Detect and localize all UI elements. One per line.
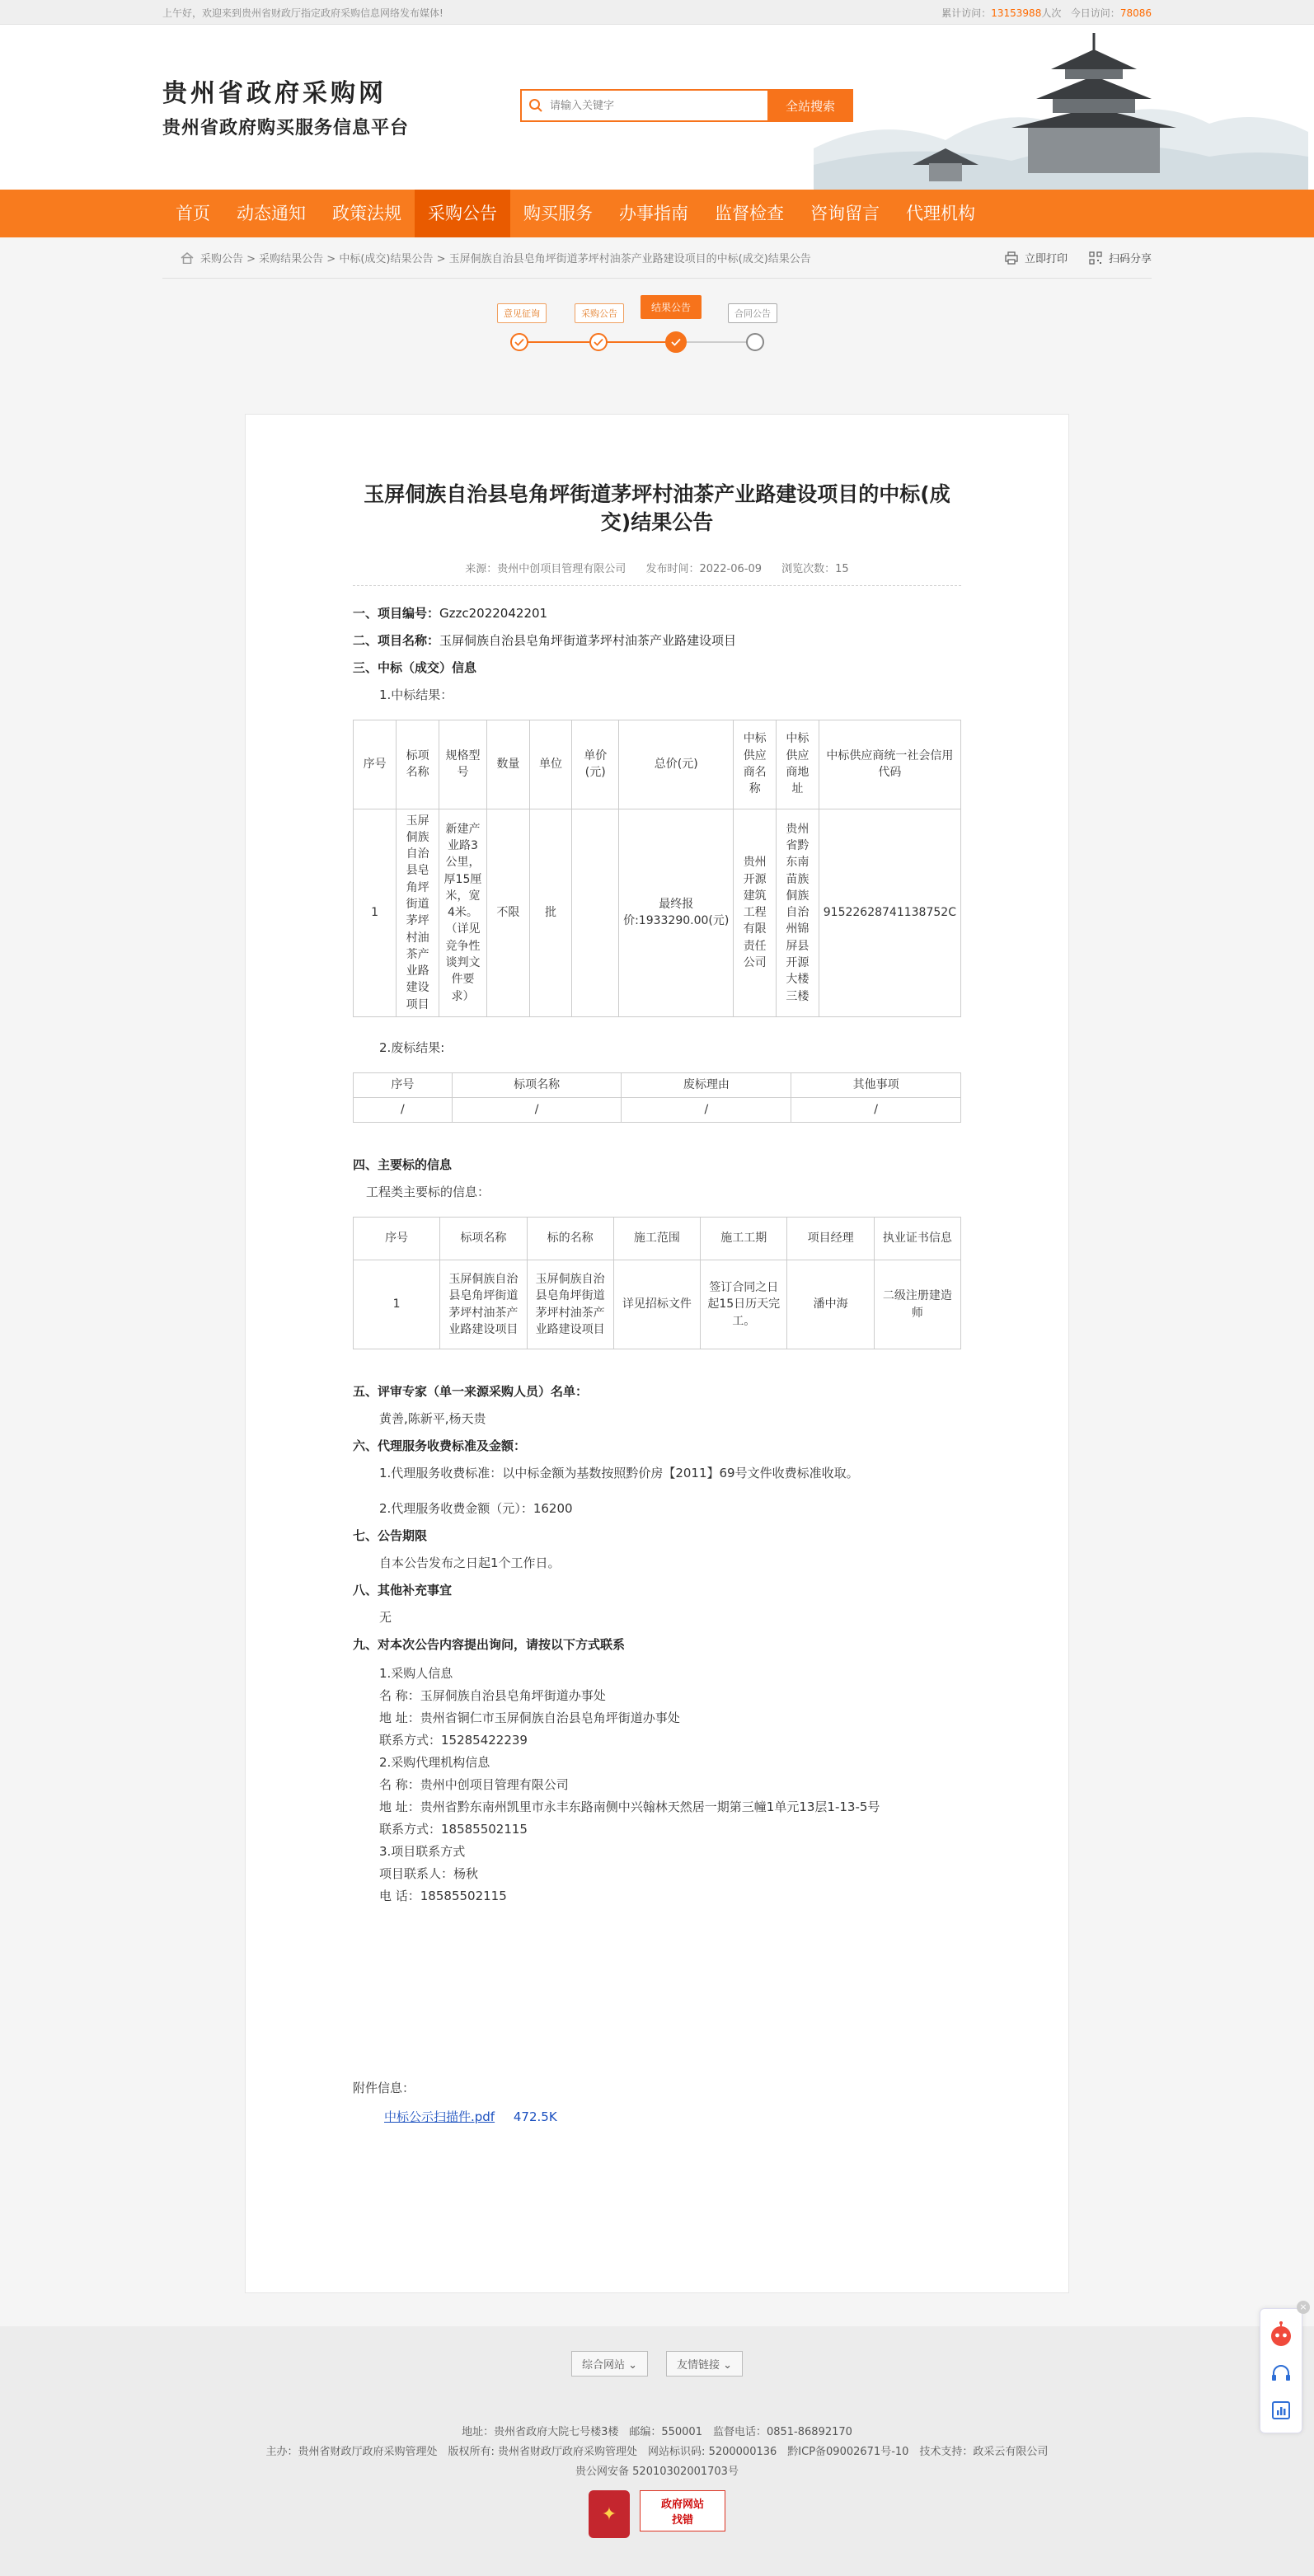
contact-line: 名 称：贵州中创项目管理有限公司 <box>379 1777 569 1793</box>
contact-info <box>379 1663 961 1907</box>
friend-links-select[interactable]: 友情链接 ⌄ <box>666 2351 743 2377</box>
customer-service-icon[interactable] <box>1269 2363 1293 2386</box>
nav-item[interactable]: 代理机构 <box>906 204 975 223</box>
table-header-cell: 中标供应商统一社会信用代码 <box>819 720 960 809</box>
section-project-name: 二、项目名称：玉屏侗族自治县皂角坪街道茅坪村油茶产业路建设项目 <box>353 632 737 648</box>
site-title: 贵州省政府采购网 <box>162 79 387 108</box>
total-visits: 13153988 <box>991 7 1042 19</box>
table-header-cell: 中标供应商地址 <box>777 720 819 809</box>
failed-bid-label: 2.废标结果: <box>379 1040 445 1056</box>
nav-item[interactable]: 咨询留言 <box>810 204 880 223</box>
contact-line: 联系方式：15285422239 <box>379 1733 528 1748</box>
table-cell: 1 <box>354 1260 440 1349</box>
search-bar <box>520 89 853 122</box>
main-subject-label: 工程类主要标的信息： <box>366 1185 490 1200</box>
table-cell: / <box>622 1098 791 1123</box>
party-gov-badge-icon[interactable]: ✦ <box>589 2490 630 2538</box>
report-chart-icon[interactable] <box>1270 2400 1292 2421</box>
contact-line: 项目联系人：杨秋 <box>379 1866 479 1882</box>
share-button[interactable]: 扫码分享 <box>1089 250 1152 265</box>
portal-select[interactable]: 综合网站 ⌄ <box>571 2351 648 2377</box>
float-service-widget <box>1260 2302 1307 2433</box>
table-row <box>354 809 961 1017</box>
table-cell: 批 <box>529 809 572 1017</box>
attachment-section <box>353 2079 961 2125</box>
article-source: 来源：贵州中创项目管理有限公司 <box>465 562 626 575</box>
table-header-cell: 标项名称 <box>440 1218 527 1260</box>
footer-address: 地址：贵州省政府大院七号楼3楼 邮编：550001 监督电话：0851-86892170 <box>462 2426 852 2438</box>
main-subject-table <box>353 1217 961 1349</box>
table-cell: 玉屏侗族自治县皂角坪街道茅坪村油茶产业路建设项目 <box>440 1260 527 1349</box>
search-button[interactable]: 全站搜索 <box>767 89 853 122</box>
chevron-down-icon: ⌄ <box>723 2359 733 2372</box>
section-experts: 五、评审专家（单一来源采购人员）名单： <box>353 1384 589 1400</box>
table-cell: 贵州开源建筑工程有限责任公司 <box>734 809 777 1017</box>
section-contacts: 九、对本次公告内容提出询问，请按以下方式联系 <box>353 1637 626 1653</box>
table-header-row <box>354 720 961 809</box>
award-result-table <box>353 720 961 1018</box>
qrcode-icon <box>1089 251 1102 265</box>
table-cell: 最终报价:1933290.00(元) <box>619 809 734 1017</box>
article-card <box>245 414 1069 2293</box>
gov-site-error-badge[interactable]: 政府网站 找错 <box>640 2490 725 2531</box>
nav-item[interactable]: 动态通知 <box>237 204 306 223</box>
search-icon <box>528 98 543 113</box>
table-header-cell: 执业证书信息 <box>874 1218 960 1260</box>
breadcrumb-bar <box>162 237 1152 279</box>
printer-icon <box>1005 251 1018 265</box>
table-cell: / <box>452 1098 622 1123</box>
award-result-label: 1.中标结果： <box>379 687 453 702</box>
section-notice-period: 七、公告期限 <box>353 1528 428 1544</box>
table-header-cell: 规格型号 <box>439 720 486 809</box>
table-cell: 签订合同之日起15日历天完工。 <box>701 1260 787 1349</box>
footer-copyright: 主办：贵州省财政厅政府采购管理处 版权所有: 贵州省财政厅政府采购管理处 网站标识码: 5200000136 黔ICP备09002671号-10 技术支持：政采云有限公司 <box>265 2446 1049 2458</box>
table-header-cell: 中标供应商名称 <box>734 720 777 809</box>
experts-list: 黄善,陈新平,杨天贵 <box>379 1411 486 1427</box>
table-header-cell: 序号 <box>354 1218 440 1260</box>
step-label-purchase[interactable]: 采购公告 <box>575 303 624 323</box>
agency-fee-standard: 1.代理服务收费标准：以中标金额为基数按照黔价房【2011】69号文件收费标准收取。 <box>379 1466 859 1481</box>
breadcrumb-text[interactable]: 采购公告 > 采购结果公告 > 中标(成交)结果公告 > 玉屏侗族自治县皂角坪街道茅坪村油茶产业路建设项目的中标(成交)结果公告 <box>200 253 811 265</box>
contact-line: 1.采购人信息 <box>379 1666 453 1682</box>
table-header-cell: 标项名称 <box>452 1073 622 1098</box>
home-icon[interactable] <box>181 252 194 264</box>
print-button[interactable]: 立即打印 <box>1005 250 1068 265</box>
nav-item[interactable]: 政策法规 <box>332 204 401 223</box>
step-pending-icon <box>746 333 764 351</box>
section-project-number: 一、项目编号：Gzzc2022042201 <box>353 605 548 621</box>
robot-assistant-icon[interactable] <box>1267 2320 1295 2348</box>
table-cell: 玉屏侗族自治县皂角坪街道茅坪村油茶产业路建设项目 <box>397 809 439 1017</box>
failed-bid-table <box>353 1072 961 1123</box>
notice-progress-steps <box>492 295 822 369</box>
table-cell: 新建产业路3公里，厚15厘米，宽4米。（详见竞争性谈判文件要求） <box>439 809 486 1017</box>
chevron-down-icon: ⌄ <box>628 2359 637 2372</box>
step-label-consult[interactable]: 意见征询 <box>497 303 547 323</box>
nav-item[interactable]: 办事指南 <box>619 204 688 223</box>
attachment-label: 附件信息： <box>353 2081 415 2096</box>
pavilion-illustration <box>814 25 1308 190</box>
contact-line: 名 称：玉屏侗族自治县皂角坪街道办事处 <box>379 1688 606 1704</box>
main-nav <box>0 190 1314 237</box>
table-cell: 二级注册建造师 <box>874 1260 960 1349</box>
notice-period-text: 自本公告发布之日起1个工作日。 <box>379 1555 561 1571</box>
article-publish-time: 发布时间：2022-06-09 <box>645 562 763 575</box>
contact-line: 电 话：18585502115 <box>379 1889 507 1904</box>
article-title: 玉屏侗族自治县皂角坪街道茅坪村油茶产业路建设项目的中标(成交)结果公告 <box>364 482 950 534</box>
site-logo[interactable] <box>162 73 409 139</box>
contact-line: 地 址：贵州省铜仁市玉屏侗族自治县皂角坪街道办事处 <box>379 1710 680 1726</box>
table-cell: 1 <box>354 809 397 1017</box>
table-header-cell: 废标理由 <box>622 1073 791 1098</box>
agency-fee-amount: 2.代理服务收费金额（元）：16200 <box>379 1501 573 1517</box>
close-icon[interactable]: × <box>1297 2301 1310 2314</box>
step-line <box>678 341 748 343</box>
table-cell: / <box>354 1098 453 1123</box>
welcome-text: 上午好，欢迎来到贵州省财政厅指定政府采购信息网络发布媒体! <box>162 7 443 19</box>
today-visits: 78086 <box>1119 7 1152 19</box>
step-line <box>599 341 667 343</box>
table-header-row <box>354 1218 961 1260</box>
table-cell: 91522628741138752C <box>819 809 960 1017</box>
table-cell: 贵州省黔东南苗族侗族自治州锦屏县开源大楼三楼 <box>777 809 819 1017</box>
step-label-contract[interactable]: 合同公告 <box>728 303 777 323</box>
table-header-cell: 项目经理 <box>787 1218 874 1260</box>
attachment-size: 472.5K <box>513 2109 557 2125</box>
table-header-cell: 序号 <box>354 1073 453 1098</box>
other-matters-text: 无 <box>379 1610 392 1626</box>
table-header-cell: 总价(元) <box>619 720 734 809</box>
site-header <box>0 25 1314 190</box>
table-row <box>354 1098 961 1123</box>
nav-item[interactable]: 监督检查 <box>715 204 784 223</box>
table-header-cell: 标的名称 <box>527 1218 613 1260</box>
article-meta <box>353 560 961 586</box>
table-header-cell: 其他事项 <box>791 1073 961 1098</box>
site-subtitle: 贵州省政府购买服务信息平台 <box>162 118 410 138</box>
step-line <box>520 341 589 343</box>
section-agency-fee: 六、代理服务收费标准及金额： <box>353 1438 527 1454</box>
footer-police-record: 贵公网安备 52010302001703号 <box>575 2466 739 2478</box>
table-header-cell: 单位 <box>529 720 572 809</box>
top-bar <box>0 0 1314 25</box>
contact-line: 地 址：贵州省黔东南州凯里市永丰东路南侧中兴翰林天然居一期第三幢1单元13层1-13-5号 <box>379 1799 880 1815</box>
breadcrumb <box>181 250 811 265</box>
nav-item[interactable]: 首页 <box>176 204 210 223</box>
nav-item[interactable]: 采购公告 <box>415 190 510 237</box>
table-cell <box>572 809 619 1017</box>
attachment-link[interactable]: 中标公示扫描件.pdf <box>384 2109 495 2125</box>
table-cell: 详见招标文件 <box>613 1260 700 1349</box>
step-done-icon <box>589 333 608 351</box>
attachment-item <box>384 2108 961 2125</box>
contact-line: 联系方式：18585502115 <box>379 1822 528 1837</box>
table-cell: 潘中海 <box>787 1260 874 1349</box>
table-header-cell: 施工范围 <box>613 1218 700 1260</box>
step-label-result[interactable]: 结果公告 <box>641 295 702 319</box>
table-row <box>354 1260 961 1349</box>
table-header-row <box>354 1073 961 1098</box>
step-done-icon <box>510 333 528 351</box>
section-award-info: 三、中标（成交）信息 <box>353 659 477 675</box>
table-header-cell: 标项名称 <box>397 720 439 809</box>
table-cell: 玉屏侗族自治县皂角坪街道茅坪村油茶产业路建设项目 <box>527 1260 613 1349</box>
table-header-cell: 数量 <box>487 720 530 809</box>
article-views: 浏览次数：15 <box>781 562 849 575</box>
section-main-subject: 四、主要标的信息 <box>353 1157 453 1173</box>
nav-item[interactable]: 购买服务 <box>523 204 593 223</box>
search-input[interactable] <box>550 100 756 112</box>
contact-line: 2.采购代理机构信息 <box>379 1755 490 1771</box>
contact-line: 3.项目联系方式 <box>379 1844 466 1860</box>
table-cell: 不限 <box>487 809 530 1017</box>
section-other-matters: 八、其他补充事宜 <box>353 1583 453 1598</box>
table-header-cell: 施工工期 <box>701 1218 787 1260</box>
step-current-icon <box>665 331 687 353</box>
table-header-cell: 单价(元) <box>572 720 619 809</box>
table-header-cell: 序号 <box>354 720 397 809</box>
visit-counter: 累计访问：13153988人次 今日访问：78086 <box>941 7 1152 19</box>
table-cell: / <box>791 1098 961 1123</box>
site-footer <box>0 2326 1314 2576</box>
